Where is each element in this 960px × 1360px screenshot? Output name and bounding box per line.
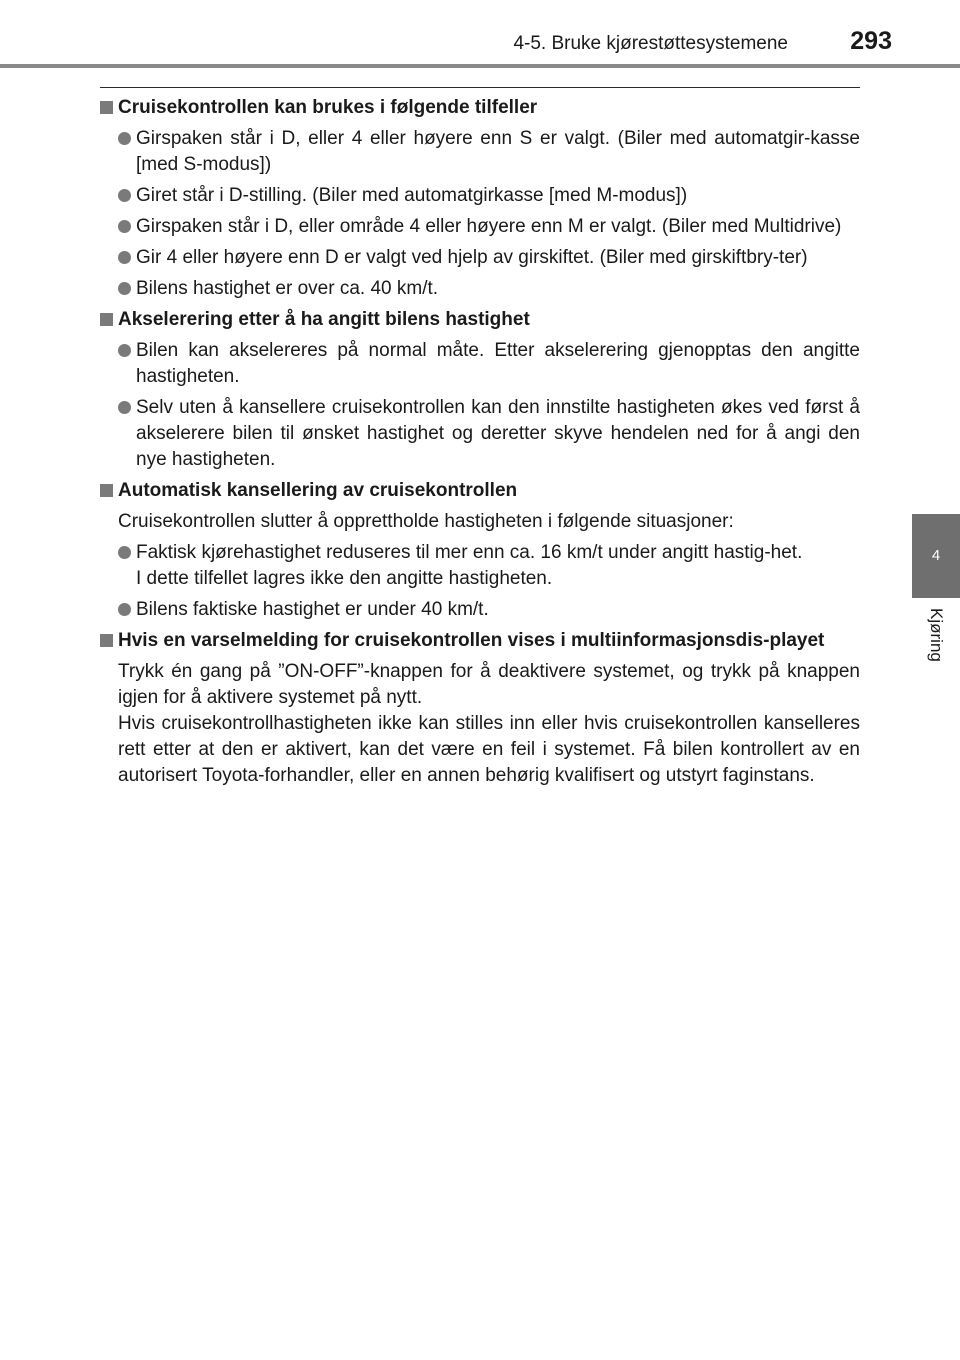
section-title-header: 4-5. Bruke kjørestøttesystemene	[513, 33, 788, 54]
page-number: 293	[850, 27, 892, 55]
list-item: Girspaken står i D, eller område 4 eller høyere enn M er valgt. (Biler med Multidrive)	[100, 214, 860, 240]
square-bullet-icon	[100, 484, 113, 497]
bullet-list	[100, 126, 860, 302]
square-bullet-icon	[100, 634, 113, 647]
circle-bullet-icon	[118, 132, 131, 145]
section-heading: Akselerering etter å ha angitt bilens hastighet	[100, 307, 860, 333]
page-header	[0, 0, 960, 70]
square-bullet-icon	[100, 101, 113, 114]
chapter-tab	[912, 514, 960, 598]
header-rule	[0, 64, 960, 68]
section-auto-cancel	[100, 478, 860, 623]
list-item: Bilens hastighet er over ca. 40 km/t.	[100, 276, 860, 302]
paragraph: Hvis cruisekontrollhastigheten ikke kan stilles inn eller hvis cruisekontrollen kanselleres rett etter at den er aktivert, kan det være en feil i systemet. Få bilen kontrollert av en autorisert Toyota-forhandler, eller en annen behørig kvalifisert og utstyrt faginstans.	[118, 713, 860, 786]
list-item: Bilens faktiske hastighet er under 40 km/t.	[100, 597, 860, 623]
circle-bullet-icon	[118, 546, 131, 559]
square-bullet-icon	[100, 313, 113, 326]
section-warning-message	[100, 628, 860, 789]
list-item: Faktisk kjørehastighet reduseres til mer enn ca. 16 km/t under angitt hastig-het. I dette tilfellet lagres ikke den angitte hastigheten.	[100, 540, 860, 592]
circle-bullet-icon	[118, 282, 131, 295]
section-heading: Hvis en varselmelding for cruisekontrollen vises i multiinformasjonsdis-playet	[100, 628, 860, 654]
circle-bullet-icon	[118, 603, 131, 616]
chapter-label: Kjøring	[927, 608, 946, 662]
paragraph: Trykk én gang på ”ON-OFF”-knappen for å deaktivere systemet, og trykk på knappen igjen for å aktivere systemet på nytt.	[118, 661, 860, 708]
page-content	[100, 95, 860, 793]
circle-bullet-icon	[118, 401, 131, 414]
list-item: Selv uten å kansellere cruisekontrollen kan den innstilte hastigheten økes ved først å akselerere bilen til ønsket hastighet og deretter skyve hendelen ned for å angi den nye hastigheten.	[100, 395, 860, 473]
list-item: Girspaken står i D, eller 4 eller høyere enn S er valgt. (Biler med automatgir-kasse [med S-modus])	[100, 126, 860, 178]
list-item: Giret står i D-stilling. (Biler med automatgirkasse [med M-modus])	[100, 183, 860, 209]
circle-bullet-icon	[118, 189, 131, 202]
bullet-list	[100, 540, 860, 623]
section-heading: Automatisk kansellering av cruisekontrollen	[100, 478, 860, 504]
item-note: I dette tilfellet lagres ikke den angitte hastigheten.	[136, 568, 553, 589]
section-cruise-usage	[100, 95, 860, 302]
list-item: Gir 4 eller høyere enn D er valgt ved hjelp av girskiftet. (Biler med girskiftbry-ter)	[100, 245, 860, 271]
section-acceleration	[100, 307, 860, 473]
circle-bullet-icon	[118, 251, 131, 264]
chapter-number: 4	[931, 547, 941, 564]
bullet-list	[100, 338, 860, 473]
circle-bullet-icon	[118, 220, 131, 233]
list-item: Bilen kan akselereres på normal måte. Etter akselerering gjenopptas den angitte hastigheten.	[100, 338, 860, 390]
section-heading: Cruisekontrollen kan brukes i følgende tilfeller	[100, 95, 860, 121]
circle-bullet-icon	[118, 344, 131, 357]
divider	[100, 87, 860, 88]
section-intro: Cruisekontrollen slutter å opprettholde hastigheten i følgende situasjoner:	[118, 511, 734, 532]
